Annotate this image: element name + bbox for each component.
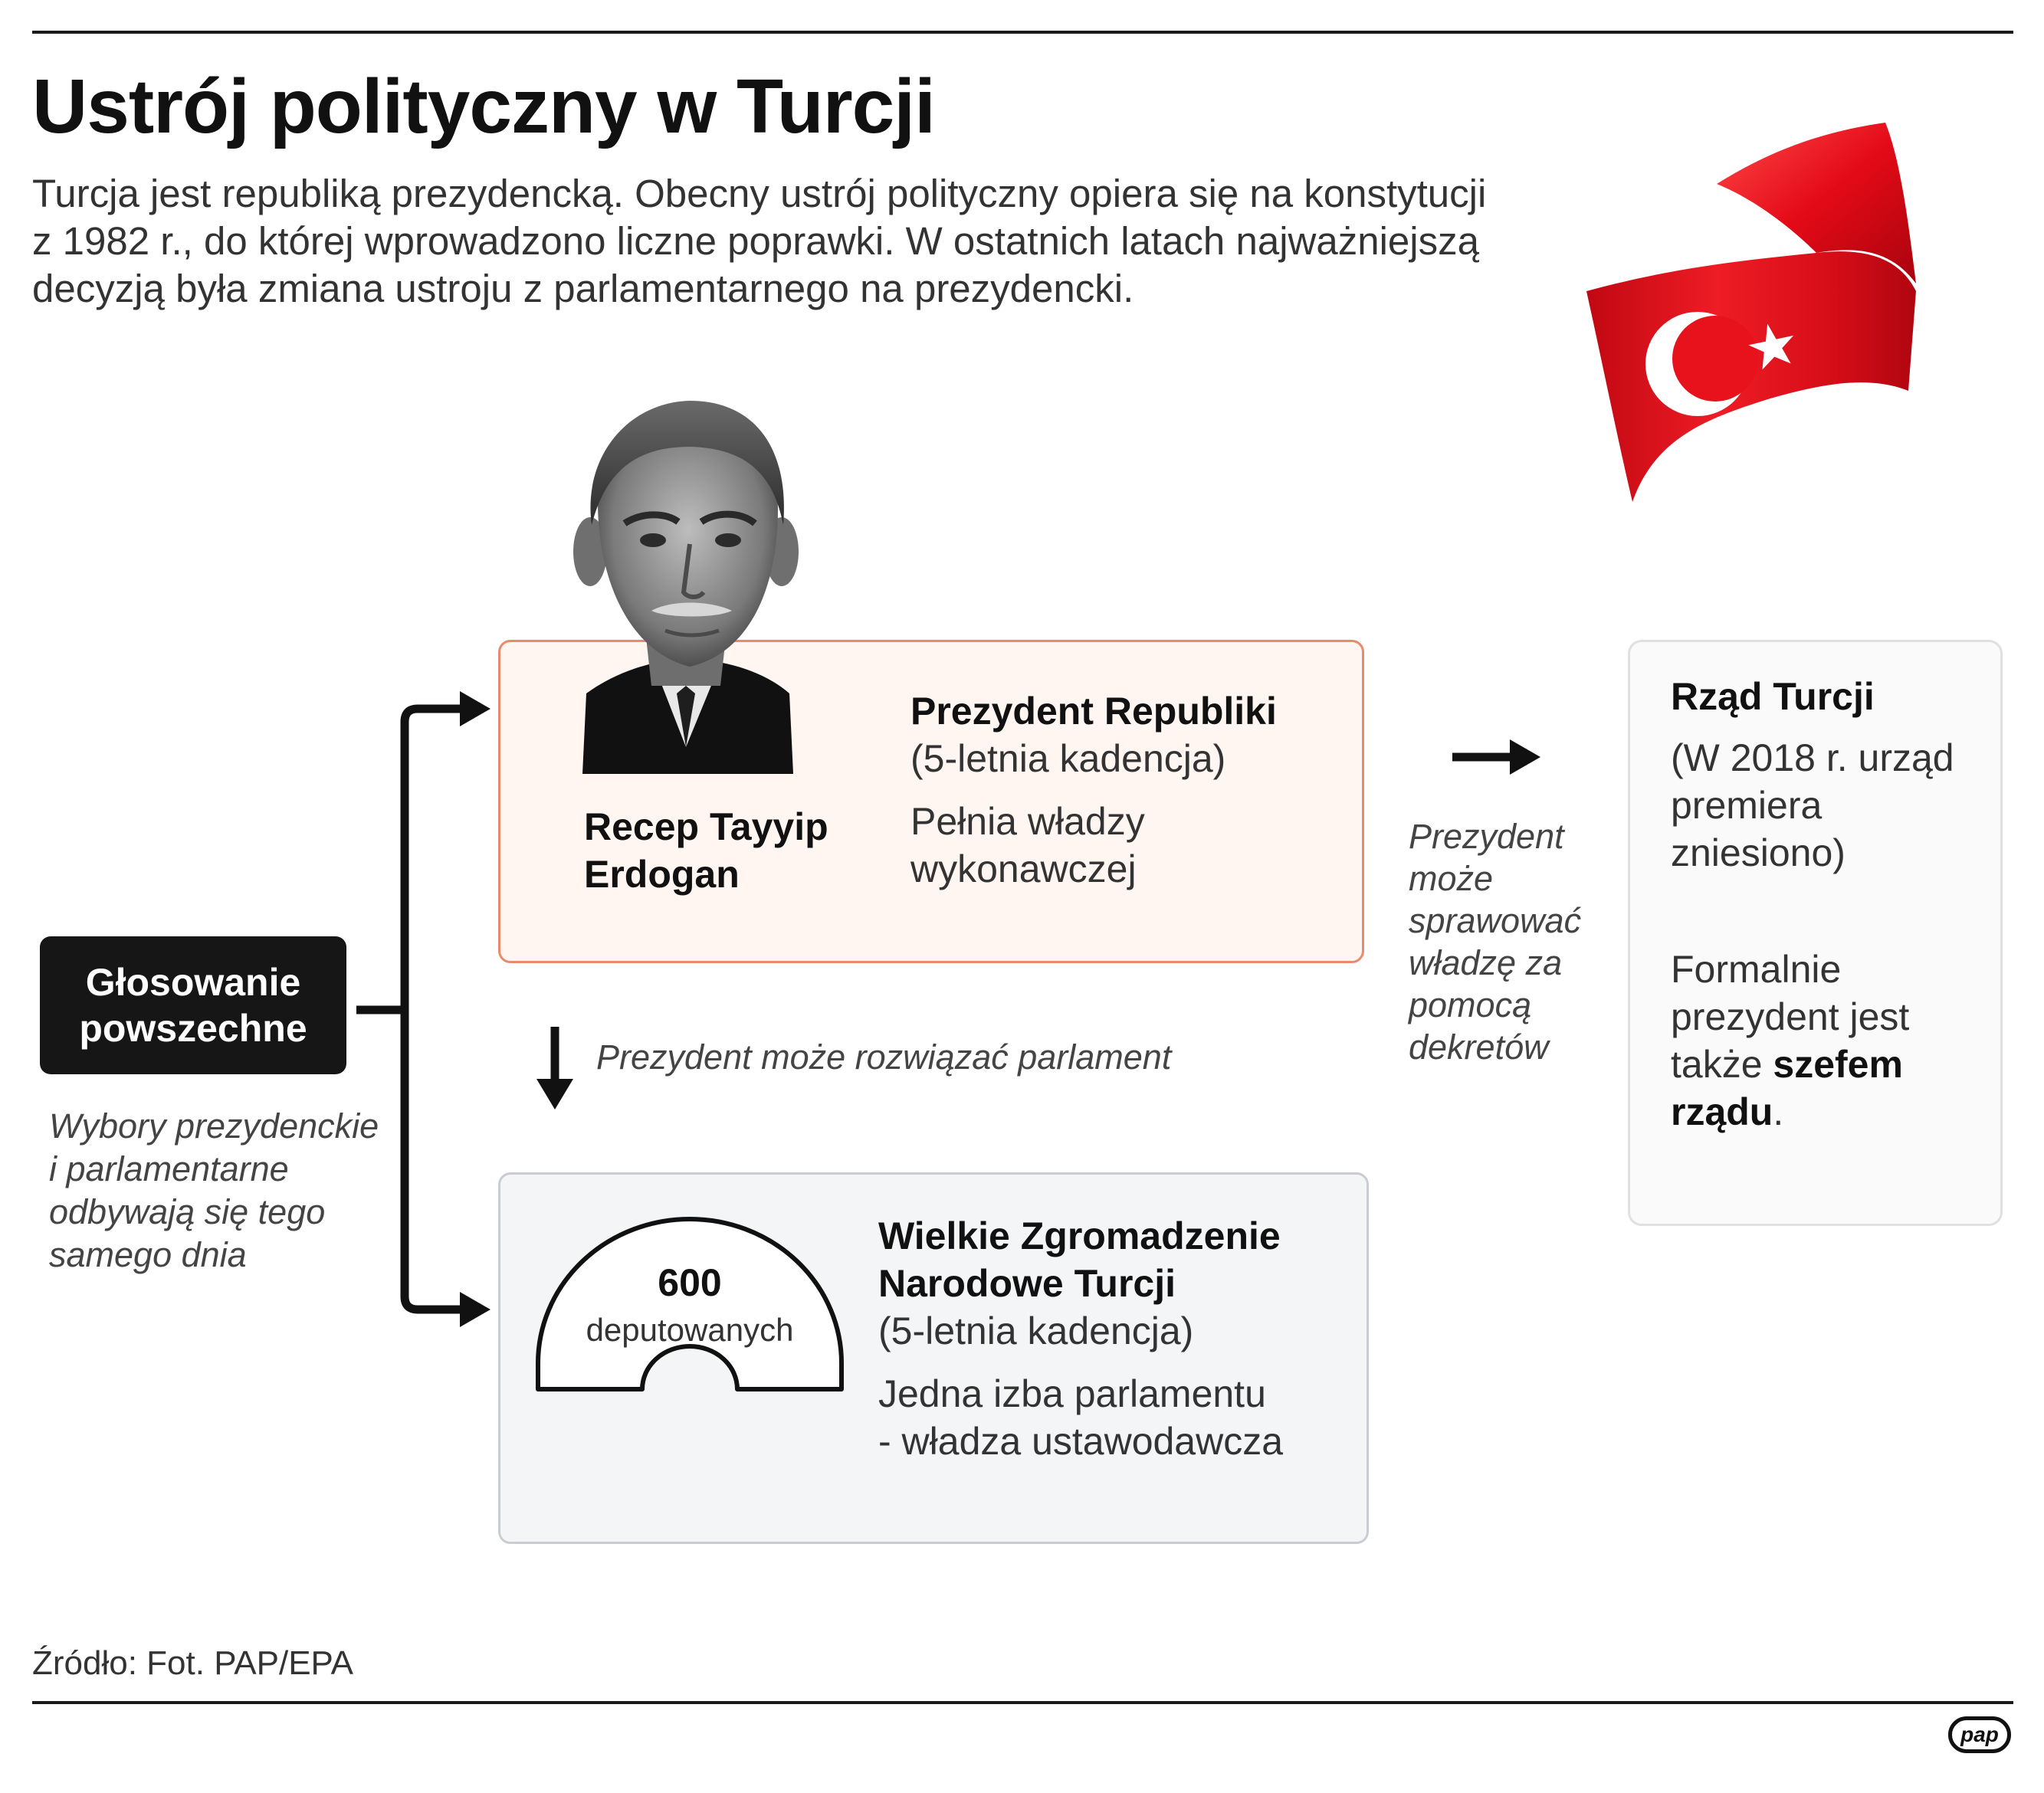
pap-logo-text: pap xyxy=(1960,1723,1999,1746)
president-term: (5-letnia kadencja) xyxy=(910,737,1226,780)
decree-note-line: sprawować xyxy=(1409,901,1582,940)
government-formal-line: Formalnie xyxy=(1671,948,1842,991)
voting-note-line: odbywają się tego xyxy=(49,1192,326,1231)
seats-label: deputowanych xyxy=(586,1312,794,1348)
decree-note xyxy=(1409,815,1581,1068)
president-name-line: Erdogan xyxy=(584,853,740,896)
government-formal-text: także xyxy=(1671,1043,1773,1086)
decree-note-line: władzę za xyxy=(1409,943,1563,982)
lead-line: decyzją była zmiana ustroju z parlamentarnego na prezydencki. xyxy=(32,267,1134,310)
president-role-line: wykonawczej xyxy=(910,847,1137,890)
dissolve-note: Prezydent może rozwiązać parlament xyxy=(596,1037,1172,1077)
president-name-line: Recep Tayyip xyxy=(584,805,828,848)
president-title: Prezydent Republiki xyxy=(910,690,1277,733)
decree-arrow-head xyxy=(1510,739,1540,775)
parliament-info xyxy=(878,1212,1283,1465)
president-role-line: Pełnia władzy xyxy=(910,800,1145,843)
president-name xyxy=(584,803,828,898)
pap-logo xyxy=(1948,1716,2011,1753)
parliament-role-line: Jedna izba parlamentu xyxy=(878,1372,1266,1415)
voting-note-line: i parlamentarne xyxy=(49,1149,289,1188)
parliament-chamber-icon xyxy=(532,1213,848,1397)
connector-branch xyxy=(405,709,460,1310)
decree-note-line: Prezydent xyxy=(1409,817,1564,856)
decree-note-line: może xyxy=(1409,859,1494,898)
government-formal-line xyxy=(1671,1041,1954,1088)
arrow-to-president xyxy=(460,691,490,726)
arrow-to-parliament xyxy=(460,1292,490,1327)
government-note-line: premiera xyxy=(1671,784,1823,827)
parliament-name-line: Narodowe Turcji xyxy=(878,1262,1176,1305)
page-title: Ustrój polityczny w Turcji xyxy=(32,64,935,149)
dissolve-arrow-head xyxy=(536,1079,573,1110)
parliament-name-line: Wielkie Zgromadzenie xyxy=(878,1214,1281,1257)
government-formal-bold: rządu xyxy=(1671,1090,1773,1133)
government-note-line: (W 2018 r. urząd xyxy=(1671,736,1954,779)
government-note-line: zniesiono) xyxy=(1671,831,1846,874)
source-credit: Źródło: Fot. PAP/EPA xyxy=(32,1644,353,1682)
popular-vote-label: Głosowanie xyxy=(85,961,301,1004)
voting-note-line: Wybory prezydenckie xyxy=(49,1106,379,1146)
government-formal-line xyxy=(1671,1088,1954,1136)
voting-note-line: samego dnia xyxy=(49,1235,247,1274)
lead-line: Turcja jest republiką prezydencką. Obecny ustrój polityczny opiera się na konstytucji xyxy=(32,172,1487,215)
decree-note-line: dekretów xyxy=(1409,1028,1549,1067)
seats-number: 600 xyxy=(658,1261,722,1304)
decree-note-line: pomocą xyxy=(1409,985,1532,1024)
portrait-photo xyxy=(536,387,835,774)
parliament-role-line: - władza ustawodawcza xyxy=(878,1420,1284,1463)
government-formal-bold: szefem xyxy=(1773,1043,1903,1086)
lead-line: z 1982 r., do której wprowadzono liczne poprawki. W ostatnich latach najważniejszą xyxy=(32,219,1479,263)
president-info xyxy=(910,687,1277,893)
government-formal-line: prezydent jest xyxy=(1671,995,1910,1038)
government-formal-text: . xyxy=(1773,1090,1784,1133)
government-title: Rząd Turcji xyxy=(1671,675,1875,718)
parliament-term: (5-letnia kadencja) xyxy=(878,1310,1194,1352)
government-info xyxy=(1671,673,1954,1136)
popular-vote-label: powszechne xyxy=(79,1007,307,1050)
